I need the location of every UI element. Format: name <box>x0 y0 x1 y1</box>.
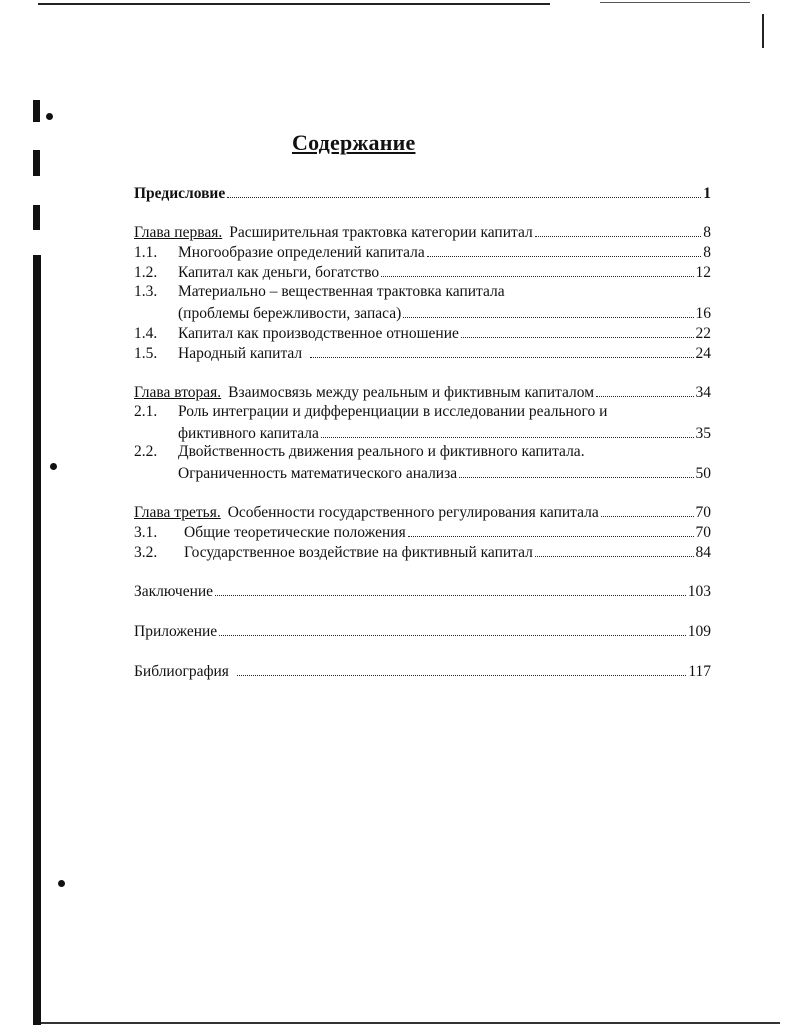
toc-label: Заключение <box>134 582 214 600</box>
leader-dots <box>459 463 693 478</box>
toc-section-3-1[interactable] <box>134 522 711 544</box>
toc-page-number: 70 <box>695 523 711 541</box>
leader-dots <box>219 621 686 636</box>
toc-conclusion[interactable] <box>134 581 711 603</box>
toc-page-number: 117 <box>688 662 711 680</box>
toc-page-number: 1 <box>703 184 711 202</box>
toc-page-number: 35 <box>695 424 711 442</box>
section-title-continued: (проблемы бережливости, запаса) <box>178 304 402 322</box>
toc-page-number: 34 <box>695 383 711 401</box>
leader-dots <box>227 183 701 198</box>
section-number: 3.2. <box>134 543 158 561</box>
toc-page-number: 12 <box>695 263 711 281</box>
toc-section-2-2-cont[interactable] <box>178 463 711 485</box>
section-title: Материально – вещественная трактовка капитала <box>178 283 505 300</box>
leader-dots <box>408 522 694 537</box>
chapter-prefix: Глава вторая. <box>134 383 222 401</box>
toc-section-1-1[interactable] <box>134 242 711 264</box>
leader-dots <box>461 323 694 338</box>
toc-section-2-1-cont[interactable] <box>178 423 711 445</box>
section-number: 1.2. <box>134 263 158 281</box>
leader-dots <box>601 502 694 517</box>
leader-dots <box>381 262 693 277</box>
section-title: Общие теоретические положения <box>184 523 406 541</box>
toc-label: Предисловие <box>134 184 226 202</box>
leader-dots <box>215 581 686 596</box>
section-number: 1.3. <box>134 283 158 300</box>
toc-preface[interactable] <box>134 183 711 205</box>
chapter-prefix: Глава первая. <box>134 223 223 241</box>
chapter-title: Взаимосвязь между реальным и фиктивным капиталом <box>228 383 595 401</box>
section-title: Многообразие определений капитала <box>178 243 425 261</box>
leader-dots <box>535 542 694 557</box>
toc-bibliography[interactable] <box>134 661 711 683</box>
section-title: Капитал как производственное отношение <box>178 324 459 342</box>
page-title: Содержание <box>292 130 416 155</box>
leader-dots <box>403 303 693 318</box>
section-number: 3.1. <box>134 523 158 541</box>
chapter-title: Расширительная трактовка категории капитал <box>229 223 533 241</box>
section-number: 2.1. <box>134 403 158 420</box>
section-title-continued: Ограниченность математического анализа <box>178 464 458 482</box>
chapter-prefix: Глава третья. <box>134 503 221 521</box>
section-number: 1.1. <box>134 243 158 261</box>
section-number: 1.4. <box>134 324 158 342</box>
toc-chapter-2[interactable] <box>134 382 711 404</box>
section-title: Государственное воздействие на фиктивный капитал <box>184 543 533 561</box>
leader-dots <box>237 661 686 676</box>
toc-section-1-2[interactable] <box>134 262 711 284</box>
toc-page-number: 109 <box>687 622 711 640</box>
toc-page-number: 16 <box>695 304 711 322</box>
toc-label: Библиография <box>134 662 229 680</box>
section-number: 2.2. <box>134 443 158 460</box>
toc-page-number: 8 <box>703 223 711 241</box>
toc-page-number: 84 <box>695 543 711 561</box>
toc-page-number: 50 <box>695 464 711 482</box>
toc-section-2-2[interactable] <box>134 443 711 465</box>
toc-label: Приложение <box>134 622 218 640</box>
toc-chapter-1[interactable] <box>134 222 711 244</box>
chapter-title: Особенности государственного регулирования капитала <box>227 503 599 521</box>
toc-page-number: 24 <box>695 344 711 362</box>
leader-dots <box>310 343 693 358</box>
section-title-continued: фиктивного капитала <box>178 424 319 442</box>
leader-dots <box>321 423 694 438</box>
section-title: Народный капитал <box>178 344 303 362</box>
leader-dots <box>596 382 693 397</box>
toc-section-1-4[interactable] <box>134 323 711 345</box>
section-title: Капитал как деньги, богатство <box>178 263 380 281</box>
toc-section-3-2[interactable] <box>134 542 711 564</box>
section-number: 1.5. <box>134 344 158 362</box>
leader-dots <box>535 222 702 237</box>
toc-section-2-1[interactable] <box>134 403 711 425</box>
leader-dots <box>427 242 701 257</box>
toc-appendix[interactable] <box>134 621 711 643</box>
toc-section-1-5[interactable] <box>134 343 711 365</box>
toc-page-number: 8 <box>703 243 711 261</box>
toc-page-number: 70 <box>695 503 711 521</box>
toc-page-number: 103 <box>687 582 711 600</box>
toc-section-1-3-cont[interactable] <box>178 303 711 325</box>
section-title: Двойственность движения реального и фиктивного капитала. <box>178 443 585 460</box>
toc-page-number: 22 <box>695 324 711 342</box>
toc-chapter-3[interactable] <box>134 502 711 524</box>
toc-section-1-3[interactable] <box>134 283 711 305</box>
section-title: Роль интеграции и дифференциации в исследовании реального и <box>178 403 608 420</box>
